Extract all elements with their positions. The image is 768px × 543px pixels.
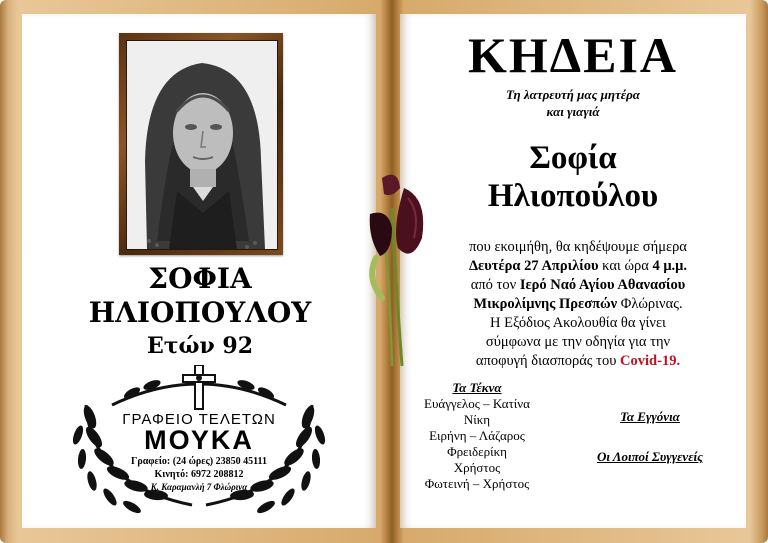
logo-office-phone: Γραφείο: (24 ώρες) 23850 45111 [131,456,267,467]
church-prefix: από τον [470,277,520,293]
portrait-illustration [127,41,277,249]
deceased-name-upper-2: ΗΛΙΟΠΟΥΛΟΥ [88,296,312,329]
cross-icon [183,365,215,409]
announcement-line-6: σύμφωνα με την οδηγία για την [485,334,671,350]
region-name: Φλώρινας. [617,296,683,312]
logo-mobile-phone: Κινητό: 6972 208812 [154,469,244,480]
deceased-first-name: Σοφία [529,140,617,176]
portrait-frame [119,33,283,255]
funeral-time: 4 μ.μ. [652,258,688,274]
deceased-surname: Ηλιοπούλου [487,178,659,214]
announcement-line-4 [410,295,746,313]
logo-address: Κ. Καραμανλή 7 Φλώρινα [150,482,248,492]
subtitle-line-2: και γιαγιά [546,104,600,119]
announcement-line-5: Η Εξόδιος Ακολουθία θα γίνει [490,315,666,331]
children-heading: Τα Τέκνα [452,380,502,395]
age-label: Ετών 92 [146,333,254,359]
child-entry: Νίκη [463,412,491,427]
portrait-photo [126,40,278,250]
children-list [402,380,552,492]
village-name: Μικρολίμνης Πρεσπών [473,296,618,312]
covid-notice-prefix: αποφυγή διασποράς του [475,353,621,369]
child-entry: Ευάγγελος – Κατίνα [424,396,530,411]
deceased-name-upper-1: ΣΟΦΙΑ [148,262,252,295]
logo-brand-name: ΜΟΥΚΑ [144,425,254,455]
child-entry: Χρήστος [453,460,501,475]
church-name: Ιερό Ναό Αγίου Αθανασίου [519,277,686,293]
child-entry: Φωτεινή – Χρήστος [424,476,530,491]
grandchildren-heading: Τα Εγγόνια [620,409,680,424]
logo-office-label: ΓΡΑΦΕΙΟ ΤΕΛΕΤΩΝ [122,411,276,428]
funeral-date: Δευτέρα 27 Απριλίου [468,258,599,274]
funeral-office-logo [72,365,326,515]
announcement-line-7 [410,352,746,370]
announcement-line-1: που εκοιμήθη, θα κηδέψουμε σήμερα [469,239,687,255]
announcement-line-3 [410,276,746,294]
page-title: ΚΗΔΕΙΑ [467,27,679,83]
child-entry: Φρειδερίκη [447,444,507,459]
time-connector: και ώρα [598,258,653,274]
relatives-heading: Οι Λοιποί Συγγενείς [597,449,703,464]
announcement-line-2 [410,257,746,275]
covid-label: Covid-19. [620,353,681,369]
subtitle-line-1: Τη λατρευτή μας μητέρα [506,87,640,102]
child-entry: Ειρήνη – Λάζαρος [429,428,525,443]
